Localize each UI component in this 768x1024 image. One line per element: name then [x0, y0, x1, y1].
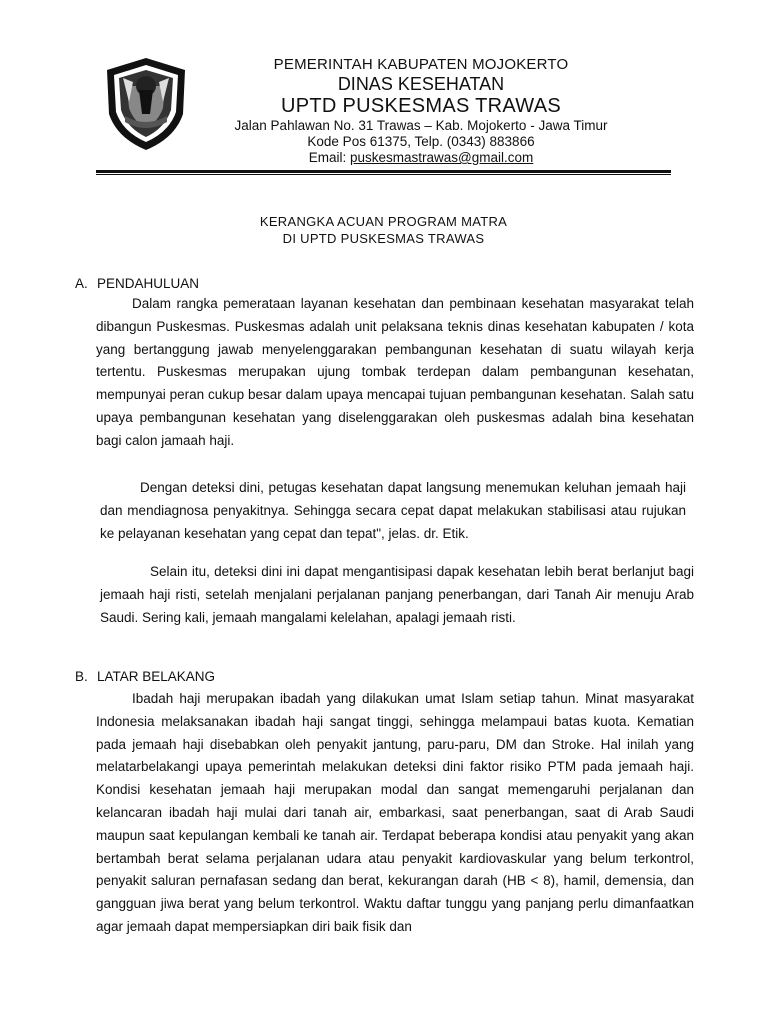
letterhead-government: PEMERINTAH KABUPATEN MOJOKERTO — [273, 56, 569, 73]
document-title — [96, 213, 671, 247]
letterhead-unit: UPTD PUSKESMAS TRAWAS — [280, 95, 562, 117]
section-a-paragraph-2: Dengan deteksi dini, petugas kesehatan dapat langsung menemukan keluhan jemaah haji dan mendiagnosa penyakitnya. Sehingga secara cepat dapat melakukan stabilisasi atau rujukan ke pelayanan kesehatan yang cepat dan tepat", jelas. dr. Etik. — [100, 480, 686, 541]
section-a-heading — [75, 275, 199, 293]
section-b-title: LATAR BELAKANG — [97, 669, 216, 684]
section-a-paragraph-1: Dalam rangka pemerataan layanan kesehatan dan pembinaan kesehatan masyarakat telah dibangun Puskesmas. Puskesmas adalah unit pelaksana teknis dinas kesehatan kabupaten / kota yang bertanggung jawab menyelenggarakan pembangunan kesehatan di suatu wilayah kerja tertentu. Puskesmas merupakan ujung tombak terdepan dalam pembangunan kesehatan, mempunyai peran cukup besar dalam upaya mencapai tujuan pembangunan kesehatan. Salah satu upaya pembangunan kesehatan yang diselenggarakan oleh puskesmas adalah bina kesehatan bagi calon jamaah haji. — [96, 296, 694, 448]
regency-coat-of-arms-icon — [103, 56, 189, 152]
section-b-heading — [75, 668, 215, 686]
title-line-2: DI UPTD PUSKESMAS TRAWAS — [282, 231, 485, 246]
section-a-label: A. — [75, 276, 88, 291]
letterhead-address: Jalan Pahlawan No. 31 Trawas – Kab. Mojokerto - Jawa Timur — [234, 118, 608, 133]
section-b-paragraph-1: Ibadah haji merupakan ibadah yang dilakukan umat Islam setiap tahun. Minat masyarakat Indonesia melaksanakan ibadah haji sangat tinggi, sehingga melampaui batas kuota. Kematian pada jemaah haji disebabkan oleh penyakit jantung, paru-paru, DM dan Stroke. Hal inilah yang melatarbelakangi upaya pemerintah melakukan deteksi dini faktor risiko PTM pada jemaah haji. Kondisi kesehatan jemaah haji merupakan modal dan sangat memengaruhi perjalanan dan kelancaran ibadah haji mulai dari tanah air, embarkasi, saat penerbangan, saat di Arab Saudi maupun saat kepulangan kembali ke tanah air. Terdapat beberapa kondisi atau penyakit yang akan bertambah berat selama perjalanan udara atau penyakit kardiovaskular yang belum terkontrol, penyakit saluran pernafasan sedang dan berat, kekurangan darah (HB < 8), hamil, demensia, dan gangguan jiwa berat yang belum terkontrol. Waktu daftar tunggu yang panjang perlu dimanfaatkan agar jemaah dapat mempersiapkan diri baik fisik dan — [96, 691, 694, 934]
letterhead-divider — [96, 170, 671, 175]
email-label: Email: — [308, 150, 350, 165]
letterhead-office: DINAS KESEHATAN — [337, 74, 505, 94]
section-a-paragraph-3: Selain itu, deteksi dini ini dapat mengantisipasi dapak kesehatan lebih berat berlanjut bagi jemaah haji risti, setelah menjalani perjalanan panjang penerbangan, dari Tanah Air menuju Arab Saudi. Sering kali, jemaah mangalami kelelahan, apalagi jemaah risti. — [100, 564, 694, 625]
letterhead-email-line — [196, 150, 646, 166]
letterhead — [196, 56, 646, 166]
letterhead-postal: Kode Pos 61375, Telp. (0343) 883866 — [307, 134, 535, 149]
section-b-label: B. — [75, 669, 88, 684]
section-a-title: PENDAHULUAN — [97, 276, 200, 291]
title-line-1: KERANGKA ACUAN PROGRAM MATRA — [259, 214, 508, 229]
email-link[interactable]: puskesmastrawas@gmail.com — [350, 150, 534, 165]
